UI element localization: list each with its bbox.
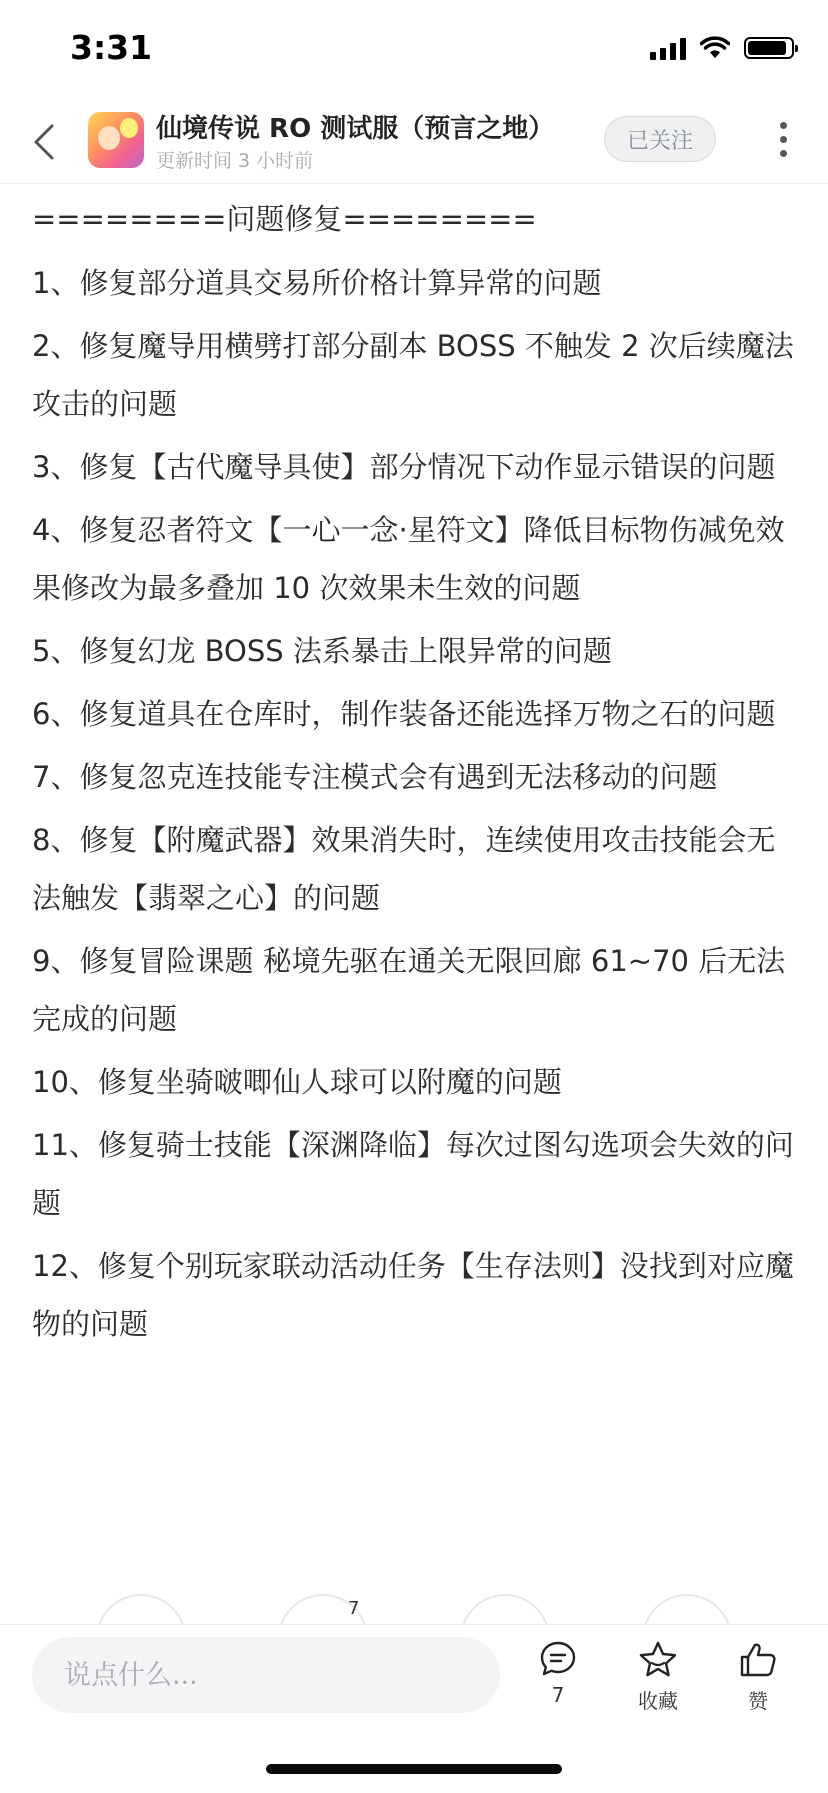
battery-icon — [744, 37, 794, 59]
like-button[interactable] — [718, 1639, 798, 1714]
list-item: 1、修复部分道具交易所价格计算异常的问题 — [32, 266, 602, 300]
update-time: 更新时间 3 小时前 — [156, 150, 314, 172]
comment-count: 7 — [551, 1683, 565, 1707]
list-item: 9、修复冒险课题 秘境先驱在通关无限回廊 61~70 后无法完成的问题 — [32, 944, 786, 1036]
list-item: 2、修复魔导用横劈打部分副本 BOSS 不触发 2 次后续魔法攻击的问题 — [32, 329, 794, 421]
status-icons — [650, 36, 794, 60]
app-title[interactable]: 仙境传说 RO 测试服（预言之地） — [156, 114, 555, 144]
list-item: 10、修复坐骑啵唧仙人球可以附魔的问题 — [32, 1065, 562, 1099]
follow-button[interactable]: 已关注 — [604, 116, 716, 162]
wifi-icon — [700, 36, 730, 60]
section-heading: ========问题修复======== — [32, 202, 537, 236]
more-vertical-icon[interactable] — [780, 122, 788, 158]
star-icon — [637, 1639, 679, 1681]
list-item: 12、修复个别玩家联动活动任务【生存法则】没找到对应魔物的问题 — [32, 1249, 794, 1341]
chevron-left-icon[interactable] — [30, 122, 60, 162]
list-item: 6、修复道具在仓库时，制作装备还能选择万物之石的问题 — [32, 697, 776, 731]
app-icon[interactable] — [88, 112, 144, 168]
comment-input[interactable] — [32, 1637, 500, 1713]
status-bar — [0, 0, 828, 100]
badge-count: 7 — [348, 1598, 360, 1619]
action-circle[interactable] — [460, 1594, 550, 1624]
action-circle[interactable] — [642, 1594, 732, 1624]
action-circle[interactable] — [96, 1594, 186, 1624]
action-circles — [0, 1594, 828, 1624]
favorite-label: 收藏 — [638, 1689, 678, 1713]
favorite-button[interactable] — [618, 1639, 698, 1714]
article-body — [32, 190, 802, 1358]
header — [0, 100, 828, 184]
list-item: 8、修复【附魔武器】效果消失时，连续使用攻击技能会无法触发【翡翠之心】的问题 — [32, 823, 776, 915]
status-time: 3:31 — [70, 28, 153, 67]
like-label: 赞 — [748, 1689, 768, 1713]
list-item: 4、修复忍者符文【一心一念·星符文】降低目标物伤减免效果修改为最多叠加 10 次效果未生效的问题 — [32, 513, 785, 605]
comment-bubble-icon — [538, 1639, 578, 1679]
home-indicator — [266, 1764, 562, 1774]
list-item: 5、修复幻龙 BOSS 法系暴击上限异常的问题 — [32, 634, 612, 668]
thumbs-up-icon — [737, 1639, 779, 1681]
list-item: 11、修复骑士技能【深渊降临】每次过图勾选项会失效的问题 — [32, 1128, 794, 1220]
signal-icon — [650, 36, 686, 60]
comment-button[interactable] — [518, 1639, 598, 1707]
list-item: 7、修复忽克连技能专注模式会有遇到无法移动的问题 — [32, 760, 718, 794]
list-item: 3、修复【古代魔导具使】部分情况下动作显示错误的问题 — [32, 450, 776, 484]
